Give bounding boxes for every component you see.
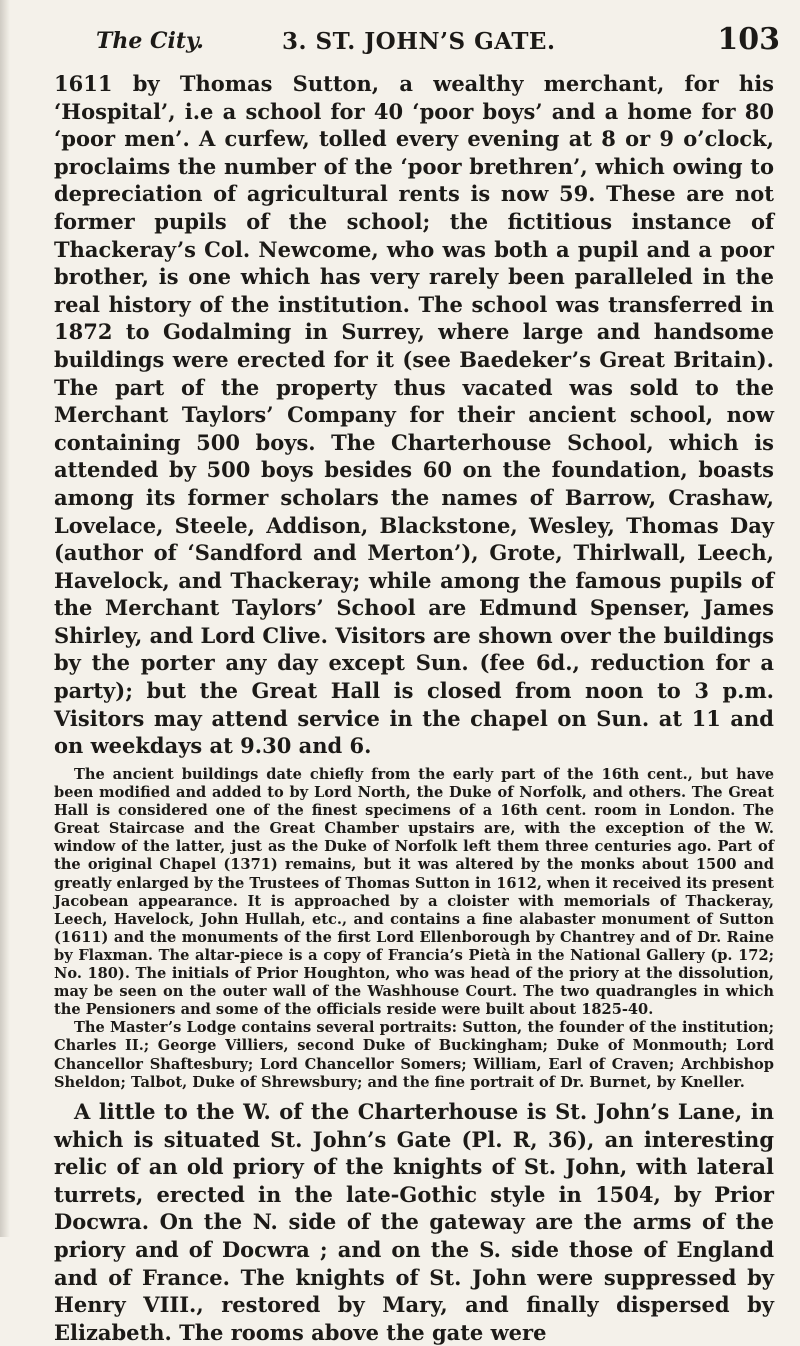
- header-title: 3. ST. JOHN’S GATE.: [282, 28, 556, 55]
- running-header: [96, 22, 780, 62]
- page-number: 103: [717, 22, 780, 57]
- main-paragraph-block: [54, 70, 774, 760]
- small-paragraph-masters-lodge: The Master’s Lodge contains several portraits: Sutton, the founder of the institution; Charles II.; George Villiers, second Duke of Buckingham; Duke of Monmouth; Lord Chancellor Shaftesbury; Lord Chancellor Somers; William, Earl of Craven; Archbishop Sheldon; Talbot, Duke of Shrewsbury; and the fine portrait of Dr. Burnet, by Kneller.: [54, 1019, 774, 1091]
- page-gutter-shadow: [0, 0, 10, 1237]
- st-johns-gate-paragraph: A little to the W. of the Charterhouse is St. John’s Lane, in which is situated St. John’s Gate (Pl. R, 36), an interesting relic of an old priory of the knights of St. John, with lateral turrets, erected in the late-Gothic style in 1504, by Prior Docwra. On the N. side of the gateway are the arms of the priory and of Docwra ; and on the S. side those of England and of France. The knights of St. John were suppressed by Henry VIII., restored by Mary, and finally dispersed by Elizabeth. The rooms above the gate were: [54, 1099, 774, 1345]
- main-paragraph: 1611 by Thomas Sutton, a wealthy merchant, for his ‘Hospital’, i.e a school for 40 ‘poor boys’ and a home for 80 ‘poor men’. A curfew, tolled every evening at 8 or 9 o’clock, proclaims the number of the ‘poor brethren’, which owing to depreciation of agricultural rents is now 59. These are not former pupils of the school; the fictitious instance of Thackeray’s Col. Newcome, who was both a pupil and a poor brother, is one which has very rarely been paralleled in the real history of the institution. The school was transferred in 1872 to Godalming in Surrey, where large and handsome buildings were erected for it (see Baedeker’s Great Britain). The part of the property thus vacated was sold to the Merchant Taylors’ Company for their ancient school, now containing 500 boys. The Charterhouse School, which is attended by 500 boys besides 60 on the foundation, boasts among its former scholars the names of Barrow, Crashaw, Lovelace, Steele, Addison, Blackstone, Wesley, Thomas Day (author of ‘Sandford and Merton’), Grote, Thirlwall, Leech, Havelock, and Thackeray; while among the famous pupils of the Merchant Taylors’ School are Edmund Spenser, James Shirley, and Lord Clive. Visitors are shown over the buildings by the porter any day except Sun. (fee 6d., reduction for a party); but the Great Hall is closed from noon to 3 p.m. Visitors may attend service in the chapel on Sun. at 11 and on weekdays at 9.30 and 6.: [54, 71, 774, 759]
- tail-paragraph-block: [54, 1098, 774, 1346]
- header-section: The City.: [96, 28, 204, 54]
- small-paragraph-buildings: The ancient buildings date chiefly from the early part of the 16th cent., but have been modified and added to by Lord North, the Duke of Norfolk, and others. The Great Hall is considered one of the finest specimens of a 16th cent. room in London. The Great Staircase and the Great Chamber upstairs are, with the exception of the W. window of the latter, just as the Duke of Norfolk left them three centuries ago. Part of the original Chapel (1371) remains, but it was altered by the monks about 1500 and greatly enlarged by the Trustees of Thomas Sutton in 1612, when it received its present Jacobean appearance. It is approached by a cloister with memorials of Thackeray, Leech, Havelock, John Hullah, etc., and contains a fine alabaster monument of Sutton (1611) and the monuments of the first Lord Ellenborough by Chantrey and of Dr. Raine by Flaxman. The altar-piece is a copy of Francia’s Pietà in the National Gallery (p. 172; No. 180). The initials of Prior Houghton, who was head of the priory at the dissolution, may be seen on the outer wall of the Washhouse Court. The two quadrangles in which the Pensioners and some of the officials reside were built about 1825-40.: [54, 766, 774, 1019]
- small-print-block: [54, 766, 774, 1092]
